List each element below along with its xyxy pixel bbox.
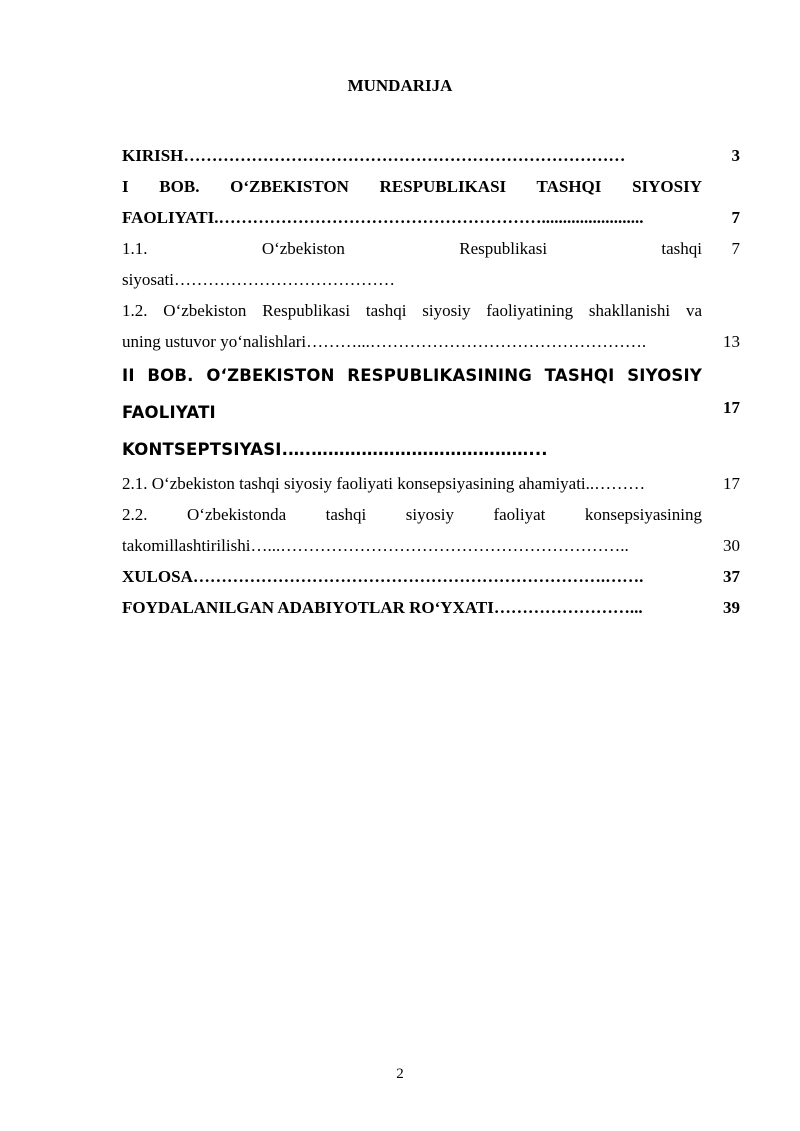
toc-line: FOYDALANILGAN ADABIYOTLAR RO‘YXATI……………………... bbox=[122, 598, 643, 617]
toc-entry-conclusion bbox=[122, 561, 740, 592]
page-number: 2 bbox=[396, 1066, 404, 1082]
toc-line: 2.2. O‘zbekistonda tashqi siyosiy faoliyat konsepsiyasining bbox=[122, 505, 702, 524]
toc-page-number: 7 bbox=[731, 239, 740, 258]
toc-line: uning ustuvor yo‘nalishlari………...…………………………………………. bbox=[122, 332, 647, 351]
toc-page-number: 17 bbox=[723, 398, 740, 417]
toc-page-number: 39 bbox=[723, 598, 740, 617]
toc-entry-text bbox=[122, 468, 702, 499]
toc-line: takomillashtirilishi…...…………………………………………………….. bbox=[122, 536, 629, 555]
toc-entry-text bbox=[122, 171, 702, 233]
toc-line: FAOLIYATI bbox=[122, 403, 216, 422]
toc-entry-introduction bbox=[122, 140, 740, 171]
toc-entry-chapter-1 bbox=[122, 171, 740, 233]
toc-entry-text bbox=[122, 140, 702, 171]
toc-page-number: 17 bbox=[723, 474, 740, 493]
toc-entry-text bbox=[122, 592, 702, 623]
toc-entry-section-1-1 bbox=[122, 233, 740, 295]
toc-line: KIRISH…………………………………………………………………… bbox=[122, 146, 626, 165]
toc-entry-chapter-2 bbox=[122, 357, 740, 468]
toc-line: KONTSEPTSIYASI.….…………………………………... bbox=[122, 440, 548, 459]
toc-line: XULOSA……………………………………………………………….……. bbox=[122, 567, 644, 586]
toc-entry-bibliography bbox=[122, 592, 740, 623]
toc-page-number: 3 bbox=[731, 146, 740, 165]
toc-entry-section-2-1 bbox=[122, 468, 740, 499]
toc-entry-section-1-2 bbox=[122, 295, 740, 357]
toc-entry-text bbox=[122, 499, 702, 561]
page-title: MUNDARIJA bbox=[347, 76, 453, 95]
toc-line: 1.1. O‘zbekiston Respublikasi tashqi bbox=[122, 239, 702, 258]
toc-page-number: 37 bbox=[723, 567, 740, 586]
toc-line: I BOB. O‘ZBEKISTON RESPUBLIKASI TASHQI SIYOSIY bbox=[122, 177, 702, 196]
toc-line: 2.1. O‘zbekiston tashqi siyosiy faoliyati konsepsiyasining ahamiyati..……… bbox=[122, 474, 646, 493]
toc-page-number: 30 bbox=[723, 536, 740, 555]
toc-entry-section-2-2 bbox=[122, 499, 740, 561]
toc-page-number: 7 bbox=[731, 208, 740, 227]
toc-line: siyosati………………………………… bbox=[122, 270, 395, 289]
toc-line: 1.2. O‘zbekiston Respublikasi tashqi siyosiy faoliyatining shakllanishi va bbox=[122, 301, 702, 320]
toc-entry-text bbox=[122, 233, 702, 295]
toc-entry-text bbox=[122, 357, 702, 468]
toc-entry-text bbox=[122, 295, 702, 357]
table-of-contents bbox=[122, 140, 740, 623]
toc-line: FAOLIYATI.…………………………………………………........................ bbox=[122, 208, 644, 227]
toc-page-number: 13 bbox=[723, 332, 740, 351]
toc-entry-text bbox=[122, 561, 702, 592]
toc-line: II BOB. O‘ZBEKISTON RESPUBLIKASINING TASHQI SIYOSIY bbox=[122, 366, 702, 385]
